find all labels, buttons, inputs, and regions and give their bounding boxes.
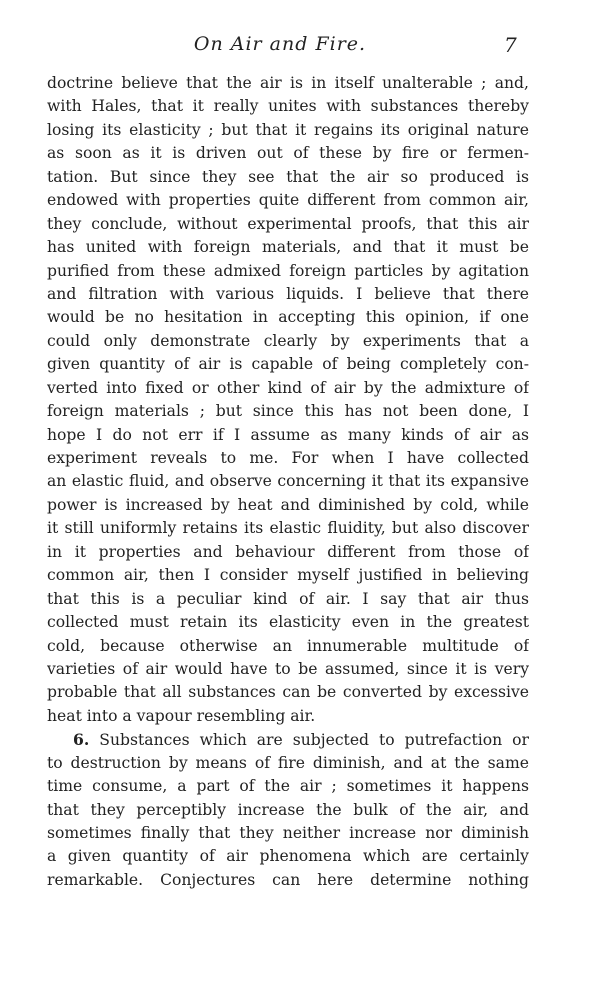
text-line: and filtration with various liquids. I believe that there bbox=[47, 284, 529, 303]
text-line: has united with foreign materials, and that it must be bbox=[47, 238, 529, 257]
text-line: with Hales, that it really unites with substances thereby bbox=[47, 97, 529, 116]
text-line: foreign materials ; but since this has not been done, I bbox=[47, 402, 529, 421]
text-line: power is increased by heat and diminished by cold, while bbox=[47, 495, 529, 514]
text-line: would be no hesitation in accepting this opinion, if one bbox=[47, 308, 529, 327]
text-line: Substances which are subjected to putrefaction or bbox=[99, 731, 529, 750]
section-first-line bbox=[47, 728, 529, 751]
text-line: endowed with properties quite different from common air, bbox=[47, 191, 529, 210]
running-head bbox=[0, 33, 600, 57]
text-line: hope I do not err if I assume as many kinds of air as bbox=[47, 425, 529, 444]
text-line: could only demonstrate clearly by experiments that a bbox=[47, 331, 529, 350]
body-text bbox=[47, 72, 529, 892]
text-line: they conclude, without experimental proofs, that this air bbox=[47, 214, 529, 233]
text-line: losing its elasticity ; but that it regains its original nature bbox=[47, 120, 529, 139]
text-line: as soon as it is driven out of these by fire or fermen- bbox=[47, 144, 529, 163]
text-line: in it properties and behaviour different from those of bbox=[47, 542, 529, 561]
text-line: tation. But since they see that the air so produced is bbox=[47, 167, 529, 186]
text-line: that this is a peculiar kind of air. I say that air thus bbox=[47, 589, 529, 608]
text-line: probable that all substances can be converted by excessive bbox=[47, 683, 529, 702]
section-number: 6. bbox=[73, 730, 90, 750]
text-line: it still uniformly retains its elastic fluidity, but also discover bbox=[47, 519, 529, 538]
running-title: On Air and Fire. bbox=[193, 33, 367, 55]
text-line: heat into a vapour resembling air. bbox=[47, 706, 316, 725]
text-line: a given quantity of air phenomena which are certainly bbox=[47, 847, 529, 866]
text-line: collected must retain its elasticity even in the greatest bbox=[47, 613, 529, 632]
text-line: doctrine believe that the air is in itself unalterable ; and, bbox=[47, 74, 529, 92]
text-line: remarkable. Conjectures can here determine nothing bbox=[47, 870, 529, 889]
text-line: common air, then I consider myself justified in believing bbox=[47, 566, 529, 585]
page-number: 7 bbox=[504, 33, 517, 57]
text-line: varieties of air would have to be assumed, since it is very bbox=[47, 659, 529, 678]
text-line: given quantity of air is capable of being completely con- bbox=[47, 355, 529, 374]
text-line: purified from these admixed foreign particles by agitation bbox=[47, 261, 529, 280]
text-line: time consume, a part of the air ; sometimes it happens bbox=[47, 777, 529, 796]
text-line: to destruction by means of fire diminish, and at the same bbox=[47, 753, 529, 772]
text-line: cold, because otherwise an innumerable multitude of bbox=[47, 636, 529, 655]
text-line: experiment reveals to me. For when I have collected bbox=[47, 449, 529, 467]
text-line: verted into fixed or other kind of air by the admixture of bbox=[47, 378, 529, 397]
text-line: that they perceptibly increase the bulk of the air, and bbox=[47, 800, 529, 819]
text-line: an elastic fluid, and observe concerning it that its expansive bbox=[47, 472, 529, 491]
text-line: sometimes finally that they neither increase nor diminish bbox=[47, 824, 529, 842]
